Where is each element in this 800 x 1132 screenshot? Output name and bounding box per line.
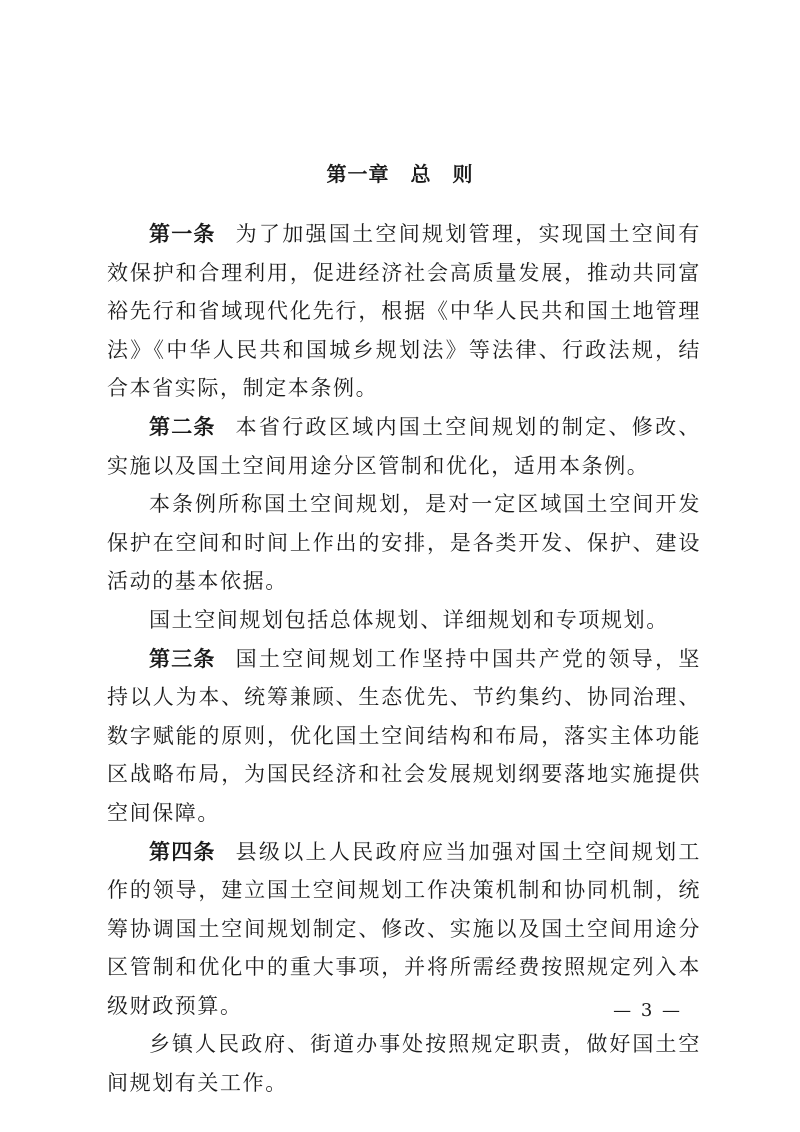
article-4: [107, 833, 701, 1026]
article-text: 本省行政区域内国土空间规划的制定、修改、实施以及国土空间用途分区管制和优化，适用本条例。: [107, 414, 702, 478]
body-text: [107, 215, 701, 1103]
paragraph-text: 国土空间规划包括总体规划、详细规划和专项规划。: [149, 607, 669, 632]
chapter-title: 第一章 总 则: [326, 162, 474, 186]
article-text: 县级以上人民政府应当加强对国土空间规划工作的领导，建立国土空间规划工作决策机制和协同机制，统筹协调国土空间规划制定、修改、实施以及国土空间用途分区管制和优化中的重大事项，并将所需经费按照规定列入本级财政预算。: [107, 839, 702, 1018]
article-2-para-3: [107, 601, 701, 640]
article-label: 第一条: [149, 222, 216, 246]
article-3: [107, 640, 701, 833]
article-4-para-2: [107, 1025, 701, 1102]
page-number: — 3 —: [613, 1000, 682, 1021]
article-text: 为了加强国土空间规划管理，实现国土空间有效保护和合理利用，促进经济社会高质量发展，推动共同富裕先行和省域现代化先行，根据《中华人民共和国土地管理法》《中华人民共和国城乡规划法》等法律、行政法规，结合本省实际，制定本条例。: [107, 222, 702, 401]
article-1: [107, 215, 701, 408]
article-2-para-2: [107, 485, 701, 601]
paragraph-text: 乡镇人民政府、街道办事处按照规定职责，做好国土空间规划有关工作。: [107, 1032, 701, 1096]
article-2: [107, 408, 701, 485]
article-label: 第三条: [149, 646, 216, 671]
article-label: 第二条: [149, 414, 216, 439]
article-text: 国土空间规划工作坚持中国共产党的领导，坚持以人为本、统筹兼顾、生态优先、节约集约、协同治理、数字赋能的原则，优化国土空间结构和布局，落实主体功能区战略布局，为国民经济和社会发展规划纲要落地实施提供空间保障。: [107, 646, 702, 825]
article-label: 第四条: [149, 839, 216, 864]
paragraph-text: 本条例所称国土空间规划，是对一定区域国土空间开发保护在空间和时间上作出的安排，是各类开发、保护、建设活动的基本依据。: [107, 492, 701, 594]
